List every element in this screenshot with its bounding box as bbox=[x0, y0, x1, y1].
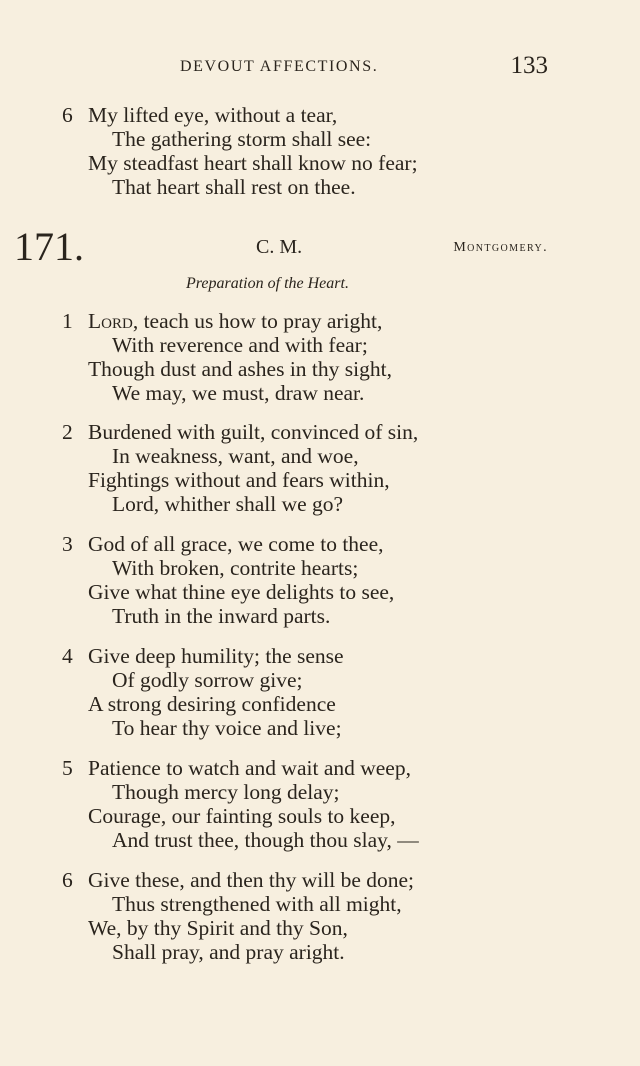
running-head bbox=[0, 52, 640, 82]
stanza-line: And trust thee, though thou slay, — bbox=[112, 828, 419, 852]
stanza-line: Lord, whither shall we go? bbox=[112, 492, 344, 516]
stanza-line: Fightings without and fears within, bbox=[88, 468, 390, 492]
stanza-line: In weakness, want, and woe, bbox=[112, 444, 359, 468]
stanza-line: Courage, our fainting souls to keep, bbox=[88, 804, 396, 828]
previous-hymn-stanza bbox=[62, 103, 562, 199]
stanza-4 bbox=[62, 644, 562, 740]
hymn-title: Preparation of the Heart. bbox=[186, 275, 349, 292]
stanza-number: 1 bbox=[62, 309, 73, 333]
stanza-number: 3 bbox=[62, 532, 73, 556]
stanza-5 bbox=[62, 756, 562, 852]
hymn-heading bbox=[0, 224, 640, 274]
stanza-line: The gathering storm shall see: bbox=[112, 127, 372, 151]
stanza-2 bbox=[62, 420, 562, 516]
stanza-line: 6 My lifted eye, without a tear, bbox=[62, 103, 338, 127]
page-number: 133 bbox=[510, 52, 548, 79]
stanza-number: 2 bbox=[62, 420, 73, 444]
hymn-meter: C. M. bbox=[256, 236, 303, 258]
stanza-line: 2 Burdened with guilt, convinced of sin, bbox=[62, 420, 419, 444]
stanza-line: With reverence and with fear; bbox=[112, 333, 368, 357]
stanza-line: Thus strengthened with all might, bbox=[112, 892, 402, 916]
hymn-number: 171. bbox=[14, 224, 84, 269]
stanza-number: 5 bbox=[62, 756, 73, 780]
stanza-6 bbox=[62, 868, 562, 964]
stanza-line: 3 God of all grace, we come to thee, bbox=[62, 532, 384, 556]
stanza-line: Shall pray, and pray aright. bbox=[112, 940, 345, 964]
stanza-line: 5 Patience to watch and wait and weep, bbox=[62, 756, 411, 780]
hymn-author: Montgomery. bbox=[453, 240, 548, 255]
stanza-line: My steadfast heart shall know no fear; bbox=[88, 151, 418, 175]
running-title: DEVOUT AFFECTIONS. bbox=[180, 58, 379, 75]
stanza-line: 1 Lord, teach us how to pray aright, bbox=[62, 309, 383, 333]
stanza-3 bbox=[62, 532, 562, 628]
stanza-number: 6 bbox=[62, 103, 73, 127]
stanza-line: Though dust and ashes in thy sight, bbox=[88, 357, 392, 381]
stanza-line: Give what thine eye delights to see, bbox=[88, 580, 395, 604]
stanza-line: 6 Give these, and then thy will be done; bbox=[62, 868, 415, 892]
stanza-line: To hear thy voice and live; bbox=[112, 716, 342, 740]
stanza-line: A strong desiring confidence bbox=[88, 692, 336, 716]
stanza-line: We, by thy Spirit and thy Son, bbox=[88, 916, 348, 940]
stanza-line: We may, we must, draw near. bbox=[112, 381, 365, 405]
stanza-line: Of godly sorrow give; bbox=[112, 668, 303, 692]
stanza-line: Truth in the inward parts. bbox=[112, 604, 331, 628]
first-word: Lord bbox=[88, 309, 133, 333]
stanza-number: 6 bbox=[62, 868, 73, 892]
stanza-line: That heart shall rest on thee. bbox=[112, 175, 356, 199]
stanza-line: 4 Give deep humility; the sense bbox=[62, 644, 344, 668]
stanza-1 bbox=[62, 309, 562, 405]
stanza-line: Though mercy long delay; bbox=[112, 780, 340, 804]
stanza-number: 4 bbox=[62, 644, 73, 668]
stanza-line: With broken, contrite hearts; bbox=[112, 556, 359, 580]
